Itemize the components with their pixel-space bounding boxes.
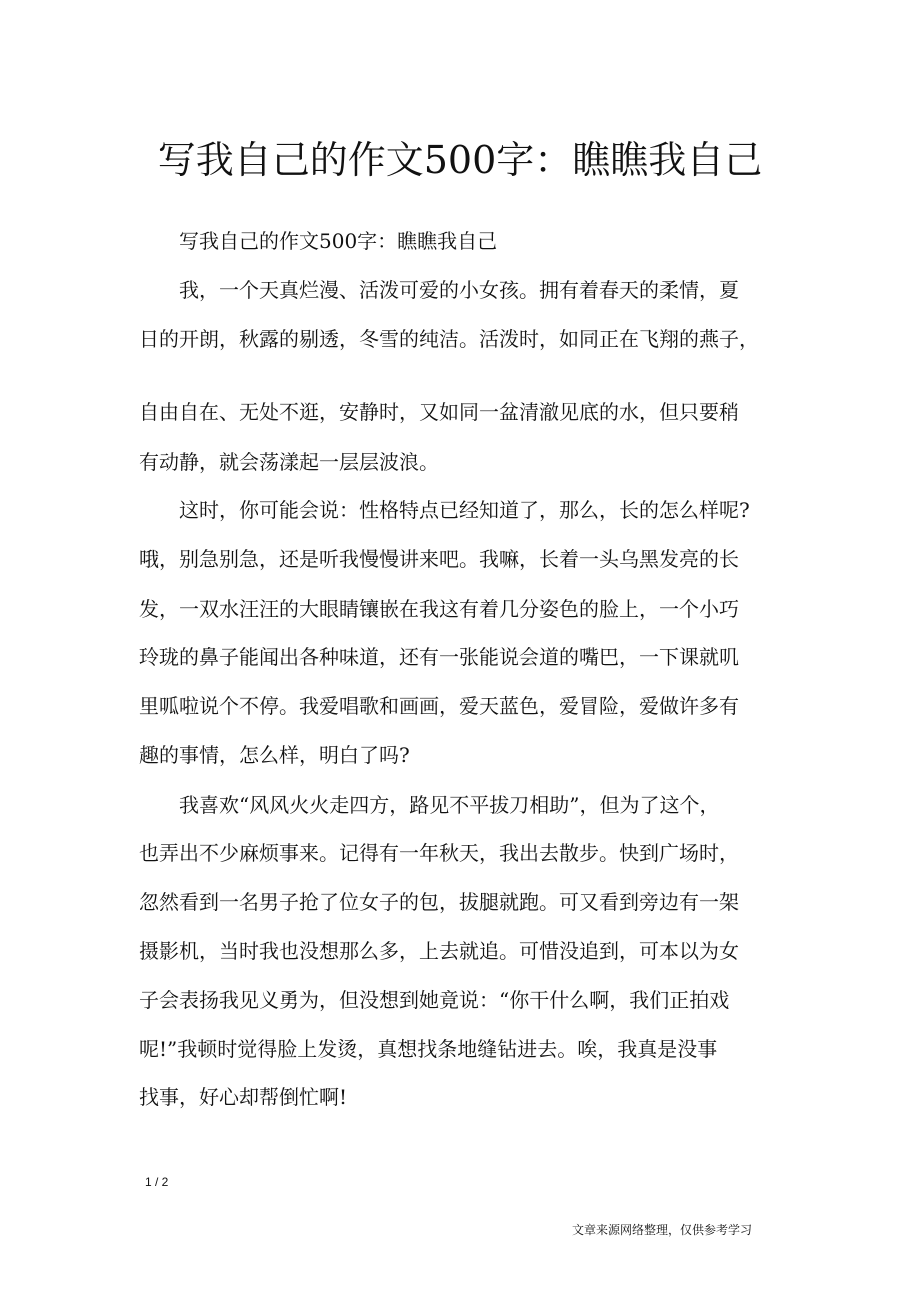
paragraph-line: 自由自在、无处不逛，安静时，又如同一盆清澈见底的水，但只要稍 xyxy=(139,400,739,424)
paragraph-line: 摄影机，当时我也没想那么多，上去就追。可惜没追到，可本以为女 xyxy=(139,939,739,963)
paragraph-line: 这时，你可能会说：性格特点已经知道了，那么，长的怎么样呢? xyxy=(179,498,750,522)
subtitle-line: 写我自己的作文500字：瞧瞧我自己 xyxy=(179,229,498,253)
paragraph-line: 里呱啦说个不停。我爱唱歌和画画，爱天蓝色，爱冒险，爱做许多有 xyxy=(139,694,739,718)
paragraph-line: 也弄出不少麻烦事来。记得有一年秋天，我出去散步。快到广场时， xyxy=(139,841,739,865)
paragraph-line: 我，一个天真烂漫、活泼可爱的小女孩。拥有着春天的柔情，夏 xyxy=(179,278,739,302)
paragraph-line: 我喜欢“风风火火走四方，路见不平拔刀相助”，但为了这个， xyxy=(179,793,720,817)
paragraph-line: 找事，好心却帮倒忙啊! xyxy=(139,1085,348,1109)
paragraph-line: 忽然看到一名男子抢了位女子的包，拔腿就跑。可又看到旁边有一架 xyxy=(139,890,739,914)
document-title: 写我自己的作文500字：瞧瞧我自己 xyxy=(157,138,763,182)
footer-note: 文章来源网络整理，仅供参考学习 xyxy=(572,1223,753,1237)
paragraph-line: 呢!”我顿时觉得脸上发烫，真想找条地缝钻进去。唉，我真是没事 xyxy=(139,1037,718,1061)
paragraph-line: 日的开朗，秋露的剔透，冬雪的纯洁。活泼时，如同正在飞翔的燕子， xyxy=(139,327,759,351)
paragraph-line: 哦，别急别急，还是听我慢慢讲来吧。我嘛，长着一头乌黑发亮的长 xyxy=(139,547,739,571)
paragraph-line: 发，一双水汪汪的大眼睛镶嵌在我这有着几分姿色的脸上，一个小巧 xyxy=(139,597,739,621)
paragraph-line: 子会表扬我见义勇为，但没想到她竟说：“你干什么啊，我们正拍戏 xyxy=(139,988,730,1012)
paragraph-line: 有动静，就会荡漾起一层层波浪。 xyxy=(139,450,439,474)
paragraph-line: 趣的事情，怎么样，明白了吗? xyxy=(139,743,410,767)
page-number: 1 / 2 xyxy=(145,1175,169,1189)
paragraph-line: 玲珑的鼻子能闻出各种味道，还有一张能说会道的嘴巴，一下课就叽 xyxy=(139,645,739,669)
